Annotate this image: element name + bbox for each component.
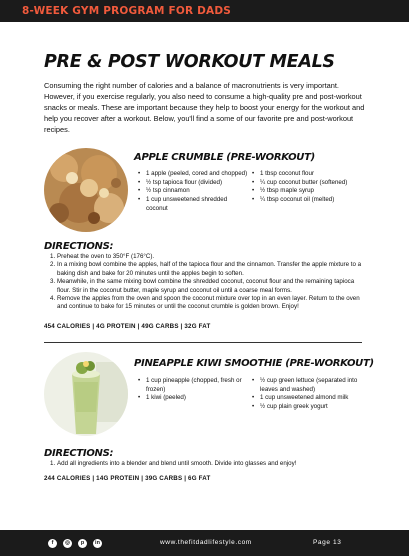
directions-heading: DIRECTIONS: [44,241,114,252]
list-item: • ¼ tbsp coconut oil (melted) [250,196,370,205]
directions-list [50,460,368,468]
list-item: 4. Remove the apples from the oven and spoon the coconut mixture over top in an even layer. Return to the oven and continue to bake for 15 minutes or until the coconut crumble is golden brown. Enjoy! [50,295,360,311]
macros: 454 CALORIES | 4G PROTEIN | 49G CARBS | 32G FAT [44,323,211,330]
smoothie-image [44,352,128,436]
header-bar [0,0,409,22]
list-item: • ½ tsp tapioca flour (divided) [136,179,248,188]
facebook-icon[interactable]: f [48,539,57,548]
list-item: • ¼ cup coconut butter (softened) [250,179,370,188]
recipe-title: APPLE CRUMBLE (PRE-WORKOUT) [134,152,315,163]
list-item: 1. Add all ingredients into a blender and blend until smooth. Divide into glasses and enjoy! [50,460,297,467]
list-item: • 1 cup pineapple (chopped, fresh or frozen) [136,377,248,394]
list-item: • ½ cup plain greek yogurt [250,403,370,412]
page-number: Page 13 [313,539,342,546]
intro-paragraph: Consuming the right number of calories and a balance of macronutrients is very important. However, if you exercise regularly, you also need to consume a high-quality pre and post-workout snacks or meals. These are important because they help to boost your energy for the workout and help you recover after a workout. Below, you'll find a some of our favorite pre and post-workout recipes. [44,81,365,134]
list-item: • 1 cup unsweetened almond milk [250,394,370,403]
footer-bar [0,530,409,556]
page-title: PRE & POST WORKOUT MEALS [44,52,335,72]
list-item: 3. Meanwhile, in the same mixing bowl combine the shredded coconut, coconut flour and the remaining tapioca flour. Stir in the coconut butter, maple syrup and coconut oil until a coarse meal forms. [50,278,355,294]
macros: 244 CALORIES | 14G PROTEIN | 39G CARBS | 6G FAT [44,475,211,482]
divider [44,342,362,343]
list-item: • ½ cup green lettuce (separated into leaves and washed) [250,377,370,394]
program-title: 8-WEEK GYM PROGRAM FOR DADS [22,5,232,17]
directions-heading: DIRECTIONS: [44,448,114,459]
ingredients-left [136,377,248,403]
directions-list [50,253,368,312]
list-item: • 1 kiwi (peeled) [136,394,248,403]
list-item: 2. In a mixing bowl combine the apples, half of the tapioca flour and the cinnamon. Transfer the apple mixture to a baking dish and bake for 20 minutes until the apples begin to soften. [50,261,362,277]
list-item: 1. Preheat the oven to 350°F (176°C). [50,253,155,260]
ingredients-right [250,170,370,205]
recipe-title: PINEAPPLE KIWI SMOOTHIE (PRE-WORKOUT) [134,358,374,369]
list-item: • 1 tbsp coconut flour [250,170,370,179]
apple-crumble-image [44,148,128,232]
list-item: • 1 apple (peeled, cored and chopped) [136,170,248,179]
website-link[interactable]: www.thefitdadlifestyle.com [160,539,252,546]
ingredients-left [136,170,248,214]
list-item: • ½ tsp cinnamon [136,187,248,196]
list-item: • 1 cup unsweetened shredded coconut [136,196,248,213]
linkedin-icon[interactable]: in [93,539,102,548]
ingredients-right [250,377,370,412]
instagram-icon[interactable]: ◎ [63,539,72,548]
list-item: • ½ tbsp maple syrup [250,187,370,196]
pinterest-icon[interactable]: p [78,539,87,548]
